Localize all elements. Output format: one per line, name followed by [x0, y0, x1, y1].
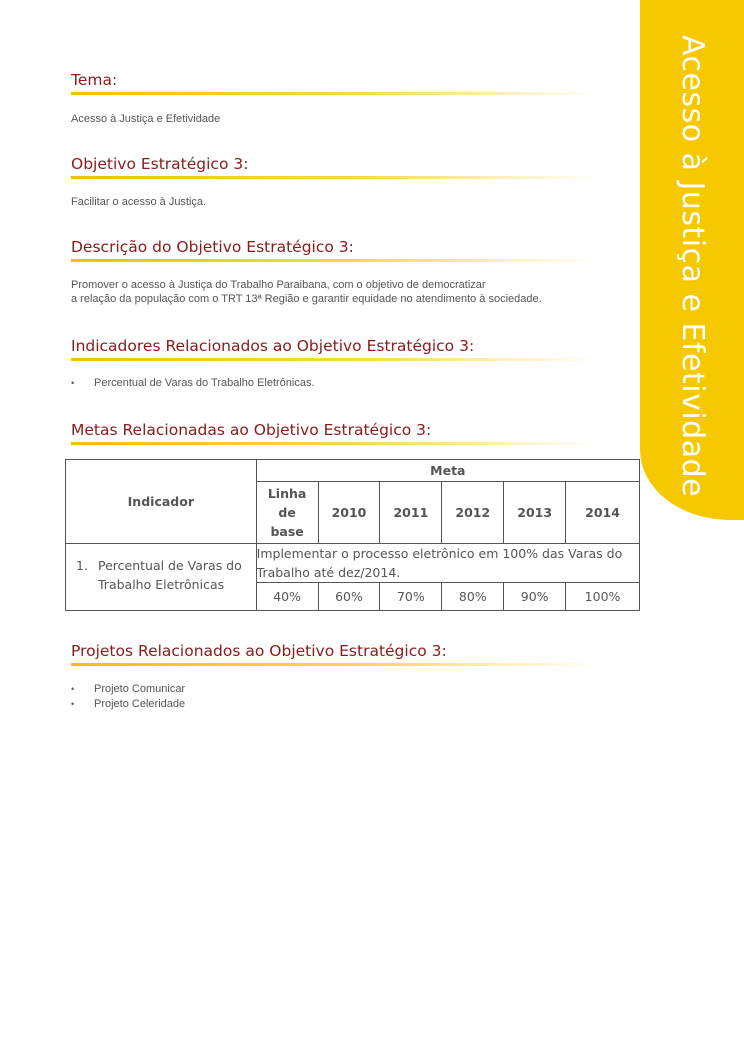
- linha-base-header: [256, 482, 318, 544]
- row-number: 1.: [76, 558, 88, 573]
- descricao-rule: [71, 259, 596, 262]
- meta-description-cell: [256, 544, 639, 583]
- value-2010: 60%: [318, 583, 380, 611]
- indicadores-heading: Indicadores Relacionados ao Objetivo Estratégico 3:: [71, 337, 475, 355]
- value-2014: 100%: [566, 583, 640, 611]
- meta-description-line-1: Implementar o processo eletrônico em 100% das Varas do: [256, 546, 623, 561]
- list-item: • Projeto Comunicar: [71, 682, 185, 697]
- meta-header: Meta: [256, 460, 639, 482]
- projetos-heading: Projetos Relacionados ao Objetivo Estratégico 3:: [71, 642, 447, 660]
- tema-heading: Tema:: [71, 71, 118, 89]
- indicadores-list: [71, 376, 315, 391]
- indicador-header: Indicador: [66, 460, 257, 544]
- descricao-line-2: a relação da população com o TRT 13ª Região e garantir equidade no atendimento à sociedade.: [71, 293, 542, 305]
- linha-base-line-3: base: [270, 524, 304, 539]
- metas-rule: [71, 442, 596, 445]
- objetivo-heading: Objetivo Estratégico 3:: [71, 155, 249, 173]
- projetos-rule: [71, 663, 596, 666]
- side-tab-title: Acesso à Justiça e Efetividade: [675, 35, 710, 498]
- projetos-list: [71, 682, 185, 712]
- descricao-line-1: Promover o acesso à Justiça do Trabalho Paraibana, com o objetivo de democratizar: [71, 279, 486, 291]
- objetivo-text: Facilitar o acesso à Justiça.: [71, 196, 207, 208]
- indicador-line-1: Percentual de Varas do: [98, 558, 242, 573]
- metas-heading: Metas Relacionadas ao Objetivo Estratégico 3:: [71, 421, 432, 439]
- indicador-line-2: Trabalho Eletrônicas: [98, 577, 225, 592]
- year-header-2012: 2012: [442, 482, 504, 544]
- year-header-2013: 2013: [504, 482, 566, 544]
- metas-table: [65, 459, 640, 611]
- list-item: • Percentual de Varas do Trabalho Eletrônicas.: [71, 376, 315, 391]
- list-item: • Projeto Celeridade: [71, 697, 185, 712]
- indicador-cell: [66, 544, 257, 611]
- year-header-2011: 2011: [380, 482, 442, 544]
- descricao-heading: Descrição do Objetivo Estratégico 3:: [71, 238, 354, 256]
- tema-text: Acesso à Justiça e Efetividade: [71, 113, 221, 125]
- objetivo-rule: [71, 176, 596, 179]
- meta-description-line-2: Trabalho até dez/2014.: [256, 565, 401, 580]
- value-2011: 70%: [380, 583, 442, 611]
- year-header-2010: 2010: [318, 482, 380, 544]
- value-2012: 80%: [442, 583, 504, 611]
- linha-base-line-1: Linha: [267, 486, 307, 501]
- value-linha-base: 40%: [256, 583, 318, 611]
- linha-base-line-2: de: [278, 505, 296, 520]
- year-header-2014: 2014: [566, 482, 640, 544]
- value-2013: 90%: [504, 583, 566, 611]
- indicadores-rule: [71, 358, 596, 361]
- tema-rule: [71, 92, 596, 95]
